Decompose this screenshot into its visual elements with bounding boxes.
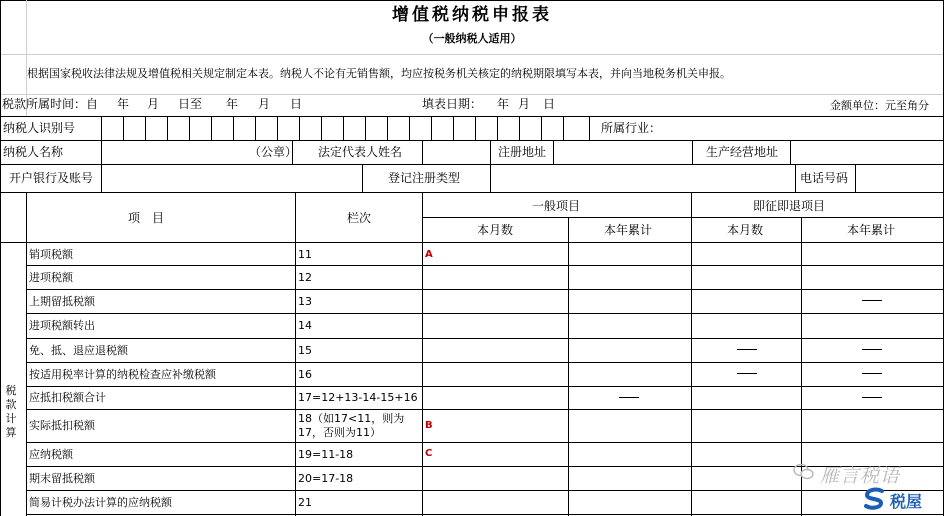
header-refund: 即征即退项目 bbox=[753, 199, 826, 213]
rule-notice-bottom bbox=[0, 94, 944, 95]
reg-type-label: 登记注册类型 bbox=[388, 171, 461, 185]
rule-row bbox=[26, 409, 944, 410]
industry-label: 所属行业： bbox=[601, 121, 662, 135]
period-month-2: 月 bbox=[258, 97, 271, 111]
na-dash bbox=[619, 397, 639, 398]
row-item-19: 应纳税额 bbox=[29, 448, 73, 461]
form-title: 增值税纳税申报表 bbox=[392, 5, 552, 25]
rule-v bbox=[422, 140, 423, 164]
rule-v bbox=[589, 116, 590, 140]
rule-v bbox=[145, 116, 146, 140]
rule-info-3 bbox=[0, 164, 944, 165]
row-item-13: 上期留抵税额 bbox=[29, 295, 95, 308]
rule-v bbox=[692, 140, 693, 164]
row-item-21: 简易计税办法计算的应纳税额 bbox=[29, 496, 172, 509]
row-item-15: 免、抵、退应退税额 bbox=[29, 344, 128, 357]
taxpayer-name-label: 纳税人名称 bbox=[3, 145, 64, 159]
header-this-month-refund: 本月数 bbox=[727, 223, 764, 237]
rule-v bbox=[790, 140, 791, 164]
amount-unit: 金额单位：元至角分 bbox=[830, 99, 929, 112]
row-item-17: 应抵扣税额合计 bbox=[29, 391, 106, 404]
row-item-14: 进项税额转出 bbox=[29, 319, 95, 332]
na-dash bbox=[862, 300, 882, 301]
rule-top bbox=[0, 0, 944, 1]
rule-v bbox=[101, 116, 102, 140]
rule-row bbox=[26, 442, 944, 443]
rule-v bbox=[422, 192, 423, 516]
rule-info-2 bbox=[0, 140, 944, 141]
period-label: 税款所属时间：自 bbox=[2, 97, 99, 111]
watermark-brand-2: 税屋 bbox=[890, 492, 923, 511]
period-month-1: 月 bbox=[147, 97, 160, 111]
na-dash bbox=[862, 349, 882, 350]
reg-address-label: 注册地址 bbox=[498, 145, 547, 159]
rule-row bbox=[26, 265, 944, 266]
row-item-18: 实际抵扣税额 bbox=[29, 419, 95, 432]
fill-date-year: 年 bbox=[497, 97, 510, 111]
seal-label: （公章） bbox=[249, 145, 298, 159]
rule-left bbox=[0, 0, 1, 516]
rule-row bbox=[26, 362, 944, 363]
rule-v bbox=[101, 164, 102, 192]
phone-label: 电话号码 bbox=[800, 171, 849, 185]
header-item: 项 目 bbox=[128, 211, 165, 225]
rule-v bbox=[431, 116, 432, 140]
rule-row bbox=[26, 490, 944, 491]
period-year-1: 年 bbox=[117, 97, 130, 111]
shuiwu-logo-icon bbox=[862, 487, 888, 515]
na-dash bbox=[737, 373, 757, 374]
section-label bbox=[3, 384, 19, 440]
na-dash bbox=[862, 373, 882, 374]
period-year-2: 年 bbox=[226, 97, 239, 111]
rule-row bbox=[26, 386, 944, 387]
rule-v bbox=[321, 116, 322, 140]
row-col-20: 20=17-18 bbox=[298, 472, 354, 485]
rule-v bbox=[519, 116, 520, 140]
fill-date-month: 月 bbox=[518, 97, 531, 111]
taxpayer-id-label: 纳税人识别号 bbox=[3, 121, 76, 135]
wechat-icon bbox=[793, 463, 815, 485]
rule-v bbox=[490, 140, 491, 164]
row-col-11: 11 bbox=[298, 248, 312, 261]
rule-row bbox=[26, 338, 944, 339]
rule-v bbox=[343, 116, 344, 140]
rule-v bbox=[475, 116, 476, 140]
rule-v bbox=[295, 192, 296, 516]
row-mark-a: A bbox=[425, 249, 433, 260]
watermark-brand-1: 雁言税语 bbox=[820, 465, 901, 487]
rule-v bbox=[490, 164, 491, 192]
rule-v bbox=[553, 140, 554, 164]
rule-v bbox=[497, 116, 498, 140]
rule-info-1 bbox=[0, 116, 944, 117]
rule-v bbox=[453, 116, 454, 140]
rule-v bbox=[409, 116, 410, 140]
bank-label: 开户银行及账号 bbox=[9, 171, 94, 185]
fill-date-day: 日 bbox=[543, 97, 556, 111]
rule-v bbox=[541, 116, 542, 140]
rule-title-gap bbox=[0, 54, 944, 55]
section-label-text: 税款计算 bbox=[5, 384, 17, 439]
biz-address-label: 生产经营地址 bbox=[706, 145, 779, 159]
rule-v bbox=[189, 116, 190, 140]
header-year-total: 本年累计 bbox=[604, 223, 653, 237]
row-col-16: 16 bbox=[298, 368, 312, 381]
rule-v bbox=[855, 164, 856, 192]
row-col-18-line2: 17，否则为11） bbox=[298, 426, 381, 439]
row-col-17: 17=12+13-14-15+16 bbox=[298, 391, 418, 404]
na-dash bbox=[737, 349, 757, 350]
rule-v bbox=[101, 140, 102, 164]
row-item-20: 期末留抵税额 bbox=[29, 472, 95, 485]
row-col-19: 19=11-18 bbox=[298, 448, 354, 461]
form-notice: 根据国家税收法律法规及增值税相关规定制定本表。纳税人不论有无销售额，均应按税务机关核定的纳税期限填写本表，并向当地税务机关申报。 bbox=[27, 67, 731, 80]
row-col-15: 15 bbox=[298, 344, 312, 357]
row-col-21: 21 bbox=[298, 496, 312, 509]
rule-info-4 bbox=[0, 192, 944, 193]
row-col-13: 13 bbox=[298, 295, 312, 308]
header-year-total-refund: 本年累计 bbox=[847, 223, 896, 237]
fill-date-label: 填表日期： bbox=[422, 97, 483, 111]
row-mark-c: C bbox=[425, 448, 433, 459]
legal-rep-label: 法定代表人姓名 bbox=[318, 145, 403, 159]
rule-v bbox=[365, 116, 366, 140]
header-column: 栏次 bbox=[347, 211, 372, 225]
rule-v bbox=[568, 217, 569, 516]
row-item-11: 销项税额 bbox=[29, 248, 73, 261]
row-col-14: 14 bbox=[298, 319, 312, 332]
rule-v bbox=[167, 116, 168, 140]
rule-v bbox=[211, 116, 212, 140]
rule-v bbox=[563, 116, 564, 140]
header-this-month: 本月数 bbox=[477, 223, 514, 237]
rule-v bbox=[277, 116, 278, 140]
rule-v bbox=[795, 164, 796, 192]
row-item-16: 按适用税率计算的纳税检查应补缴税额 bbox=[29, 368, 216, 381]
rule-v bbox=[123, 116, 124, 140]
period-day-to: 日至 bbox=[178, 97, 203, 111]
rule-v bbox=[362, 164, 363, 192]
rule-header-mid bbox=[422, 217, 944, 218]
rule-v bbox=[691, 192, 692, 516]
rule-v bbox=[26, 192, 27, 516]
rule-v bbox=[387, 116, 388, 140]
rule-header-bottom bbox=[0, 242, 944, 243]
row-mark-b: B bbox=[425, 420, 433, 431]
rule-v bbox=[255, 116, 256, 140]
period-day-2: 日 bbox=[290, 97, 303, 111]
rule-row bbox=[26, 514, 944, 515]
rule-row bbox=[26, 289, 944, 290]
header-general: 一般项目 bbox=[532, 199, 581, 213]
rule-v bbox=[299, 116, 300, 140]
row-item-12: 进项税额 bbox=[29, 271, 73, 284]
na-dash bbox=[862, 397, 882, 398]
rule-v bbox=[233, 116, 234, 140]
row-col-12: 12 bbox=[298, 271, 312, 284]
form-subtitle: （一般纳税人适用） bbox=[422, 32, 522, 45]
rule-row bbox=[26, 313, 944, 314]
row-col-18: 18（如17<11，则为 bbox=[298, 412, 405, 425]
